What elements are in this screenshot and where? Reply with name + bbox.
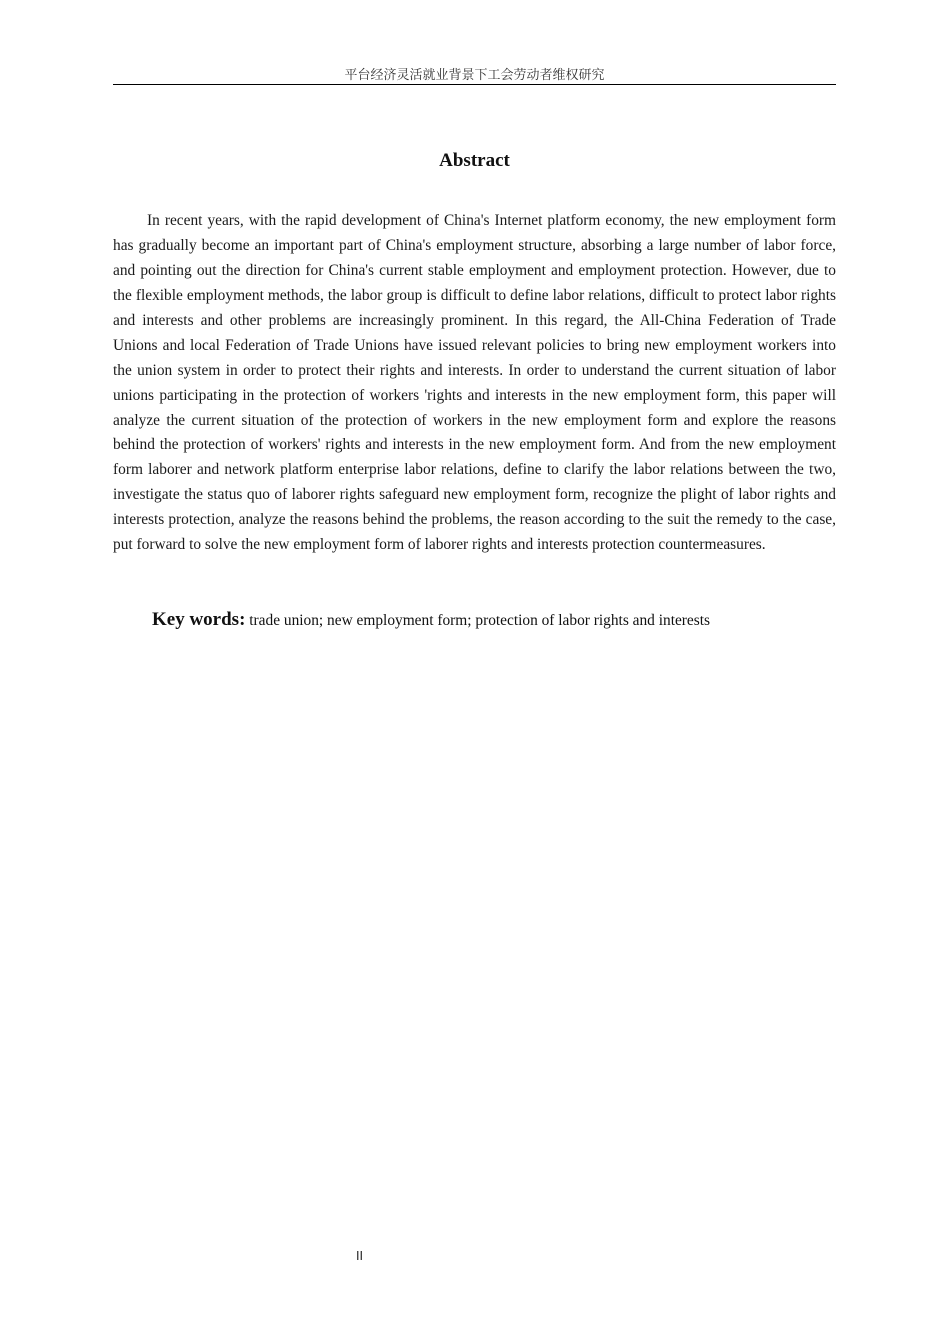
keywords-text: trade union; new employment form; protection of labor rights and interests: [249, 612, 711, 629]
running-header: 平台经济灵活就业背景下工会劳动者维权研究: [113, 66, 836, 85]
page-number: II: [356, 1249, 364, 1263]
keywords-label: Key words:: [152, 609, 246, 630]
keywords-line: [113, 607, 836, 634]
abstract-body: In recent years, with the rapid development of China's Internet platform economy, the new employment form has gradually become an important part of China's employment structure, absorbing a large number of labor force, and pointing out the direction for China's current stable employment and employment protection. However, due to the flexible employment methods, the labor group is difficult to define labor relations, difficult to protect labor rights and interests and other problems are increasingly prominent. In this regard, the All-China Federation of Trade Unions and local Federation of Trade Unions have issued relevant policies to bring new employment workers into the union system in order to protect their rights and interests. In order to understand the current situation of labor unions participating in the protection of workers 'rights and interests in the new employment form, this paper will analyze the current situation of the protection of workers in the new employment form and explore the reasons behind the protection of workers' rights and interests in the new employment form. And from the new employment form laborer and network platform enterprise labor relations, define to clarify the labor relations between the two, investigate the status quo of laborer rights safeguard new employment form, recognize the plight of labor rights and interests protection, analyze the reasons behind the problems, the reason according to the suit the remedy to the case, put forward to solve the new employment form of laborer rights and interests protection countermeasures.: [113, 212, 836, 554]
abstract-title: Abstract: [439, 150, 510, 171]
